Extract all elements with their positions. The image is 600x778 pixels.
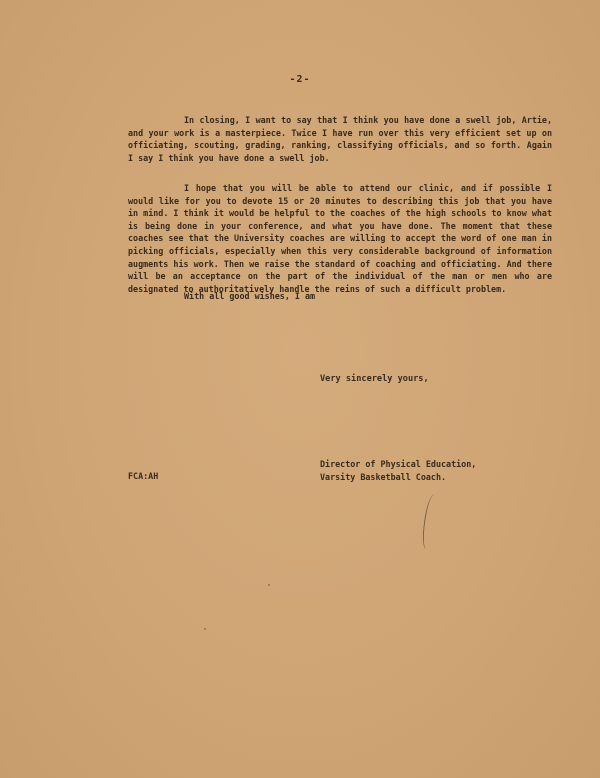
paragraph-closing-remarks: In closing, I want to say that I think you have done a swell job, Artie, and your work is a masterpiece. Twice I have run over this very efficient set up on officiating, scouting, grading, ranking, classifying officials, and so forth. Again I say I think you have done a swell job. (128, 115, 552, 163)
signature-title-line-1: Director of Physical Education, (320, 459, 477, 469)
signature-block (320, 458, 476, 484)
paragraph-good-wishes: With all good wishes, I am (184, 291, 316, 301)
pen-mark (421, 493, 440, 550)
reference-initials: FCA:AH (128, 471, 159, 481)
paper-speck (204, 628, 206, 630)
paper-speck (268, 584, 270, 586)
complimentary-close: Very sincerely yours, (320, 374, 429, 384)
page-number: -2- (289, 74, 311, 85)
paragraph-clinic-invitation: I hope that you will be able to attend our clinic, and if possible I would like for you to devote 15 or 20 minutes to describing this job that you have in mind. I think it would be helpful to the coaches of the high schools to know what is being done in your conference, and what you have done. The moment that these coaches see that the University coaches are willing to accept the word of one man in picking officials, especially when this very considerable background of information augments his work. Then we raise the standard of coaching and officiating. And there will be an acceptance on the part of the individual of the man or men who are designated to authoritatively handle the reins of such a difficult problem. (128, 183, 552, 294)
signature-title-line-2: Varsity Basketball Coach. (320, 472, 447, 482)
